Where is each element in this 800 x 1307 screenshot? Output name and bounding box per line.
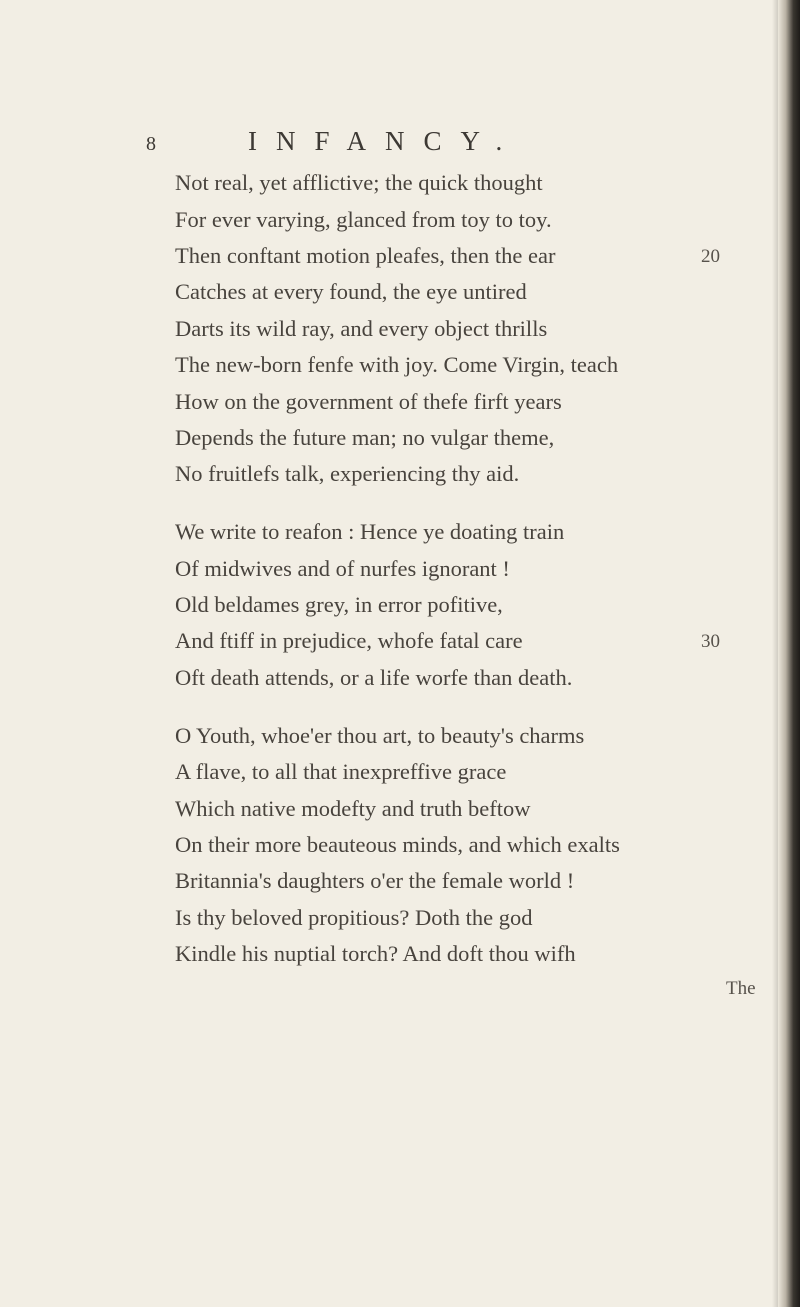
verse-line: On their more beauteous minds, and which exalts: [175, 832, 620, 857]
verse-line: Old beldames grey, in error pofitive,: [175, 592, 503, 617]
verse-line: O Youth, whoe'er thou art, to beauty's charms: [175, 723, 585, 748]
verse-line: No fruitlefs talk, experiencing thy aid.: [175, 461, 520, 486]
verse-line: Kindle his nuptial torch? And doft thou wifh: [175, 941, 576, 966]
verse-line: Catches at every found, the eye untired: [175, 279, 527, 304]
verse-line: Of midwives and of nurfes ignorant !: [175, 556, 510, 581]
running-head: [0, 117, 800, 167]
verse-line: And ftiff in prejudice, whofe fatal care: [175, 628, 523, 653]
verse-line: The new-born fenfe with joy. Come Virgin, teach: [175, 352, 619, 377]
verse-line: A flave, to all that inexpreffive grace: [175, 759, 507, 784]
running-title: INFANCY.: [248, 126, 522, 156]
verse-line: Which native modefty and truth beftow: [175, 796, 531, 821]
verse-line: For ever varying, glanced from toy to toy.: [175, 207, 552, 232]
verse-line: Darts its wild ray, and every object thrills: [175, 316, 548, 341]
verse-line: Is thy beloved propitious? Doth the god: [175, 905, 533, 930]
verse-line: We write to reafon : Hence ye doating train: [175, 519, 565, 544]
catchword: The: [726, 978, 756, 999]
verse-line: Britannia's daughters o'er the female world !: [175, 868, 575, 893]
verse-line: How on the government of thefe firft years: [175, 389, 562, 414]
page-number: 8: [146, 133, 156, 155]
verse-line: Not real, yet afflictive; the quick thought: [175, 170, 543, 195]
line-number-30: 30: [701, 631, 720, 652]
verse-line: Then conftant motion pleafes, then the ear: [175, 243, 556, 268]
book-spine: [778, 0, 800, 1307]
verse-line: Depends the future man; no vulgar theme,: [175, 425, 555, 450]
verse-line: Oft death attends, or a life worfe than death.: [175, 665, 573, 690]
line-number-20: 20: [701, 246, 720, 267]
